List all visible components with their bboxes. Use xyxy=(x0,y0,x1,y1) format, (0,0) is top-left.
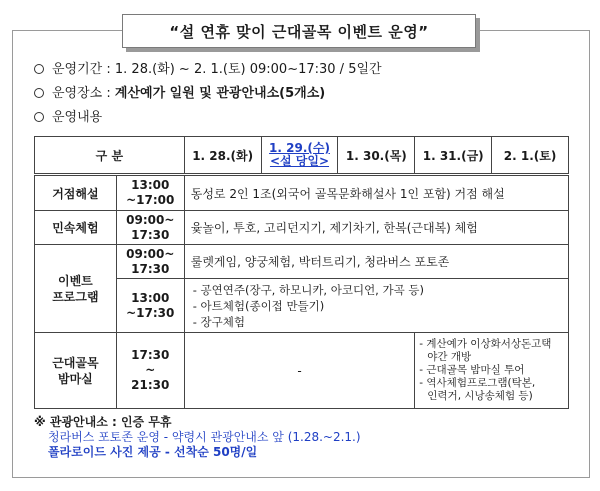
list-item: - 장구체험 xyxy=(192,314,245,329)
header-category: 구 분 xyxy=(35,137,185,175)
list-item: - 역사체험프로그램(탁본, xyxy=(419,377,536,389)
time-start: 17:30 xyxy=(131,348,170,362)
list-item: - 아트체험(종이접 만들기) xyxy=(192,298,325,313)
time-end: ~17:00 xyxy=(126,193,175,207)
info-value: 계산예가 일원 및 관광안내소(5개소) xyxy=(114,86,326,101)
row-name: 거점해설 xyxy=(35,175,117,211)
header-day-label: 1. 29.(수) xyxy=(269,141,330,155)
list-item: - 계산예가 이상화서상돈고택 xyxy=(419,338,552,350)
circle-bullet-icon xyxy=(34,88,44,98)
note-line: 폴라로이드 사진 제공 - 선착순 50명/일 xyxy=(48,445,258,459)
info-label: 운영장소 xyxy=(52,86,103,101)
header-day-holiday xyxy=(261,137,338,175)
table-row xyxy=(35,175,569,211)
circle-bullet-icon xyxy=(34,64,44,74)
table-header-row xyxy=(35,137,569,175)
row-content: 동성로 2인 1조(외국어 골목문화해설사 1인 포함) 거점 해설 xyxy=(184,175,568,211)
row-time xyxy=(116,211,184,245)
row-name-line2: 프로그램 xyxy=(52,289,99,304)
row-name xyxy=(35,333,117,409)
header-day: 1. 28.(화) xyxy=(184,137,261,175)
circle-bullet-icon xyxy=(34,112,44,122)
info-place xyxy=(34,82,325,101)
list-item: 야간 개방 xyxy=(427,351,472,363)
info-label: 운영기간 xyxy=(52,62,103,77)
info-value: 1. 28.(화) ~ 2. 1.(토) 09:00~17:30 / 5일간 xyxy=(114,62,382,77)
row-name-line2: 밤마실 xyxy=(58,371,93,386)
row-time xyxy=(116,333,184,409)
row-time xyxy=(116,245,184,279)
row-time xyxy=(116,175,184,211)
row-content: 윷놀이, 투호, 고리던지기, 제기차기, 한복(근대복) 체험 xyxy=(184,211,568,245)
row-name xyxy=(35,245,117,333)
title-box xyxy=(122,14,476,48)
row-name-line1: 근대골목 xyxy=(52,355,99,370)
header-day: 2. 1.(토) xyxy=(492,137,569,175)
time-end: 17:30 xyxy=(131,227,170,242)
row-content: 룰렛게임, 양궁체험, 박터트리기, 청라버스 포토존 xyxy=(184,245,568,279)
time-end: 17:30 xyxy=(131,261,170,276)
row-name-line1: 이벤트 xyxy=(58,273,93,288)
schedule-table xyxy=(34,136,569,409)
time-start: 09:00~ xyxy=(126,246,175,261)
header-day: 1. 30.(목) xyxy=(338,137,415,175)
list-item: - 공연연주(장구, 하모니카, 아코디언, 가곡 등) xyxy=(192,282,424,297)
info-period xyxy=(34,58,382,77)
time-sep: ~ xyxy=(145,363,156,377)
row-time xyxy=(116,279,184,333)
row-content-list xyxy=(184,279,568,333)
info-sep: : xyxy=(102,62,115,77)
time-end: 21:30 xyxy=(131,378,170,392)
list-item: - 근대골목 밤마실 투어 xyxy=(419,364,525,376)
notes xyxy=(34,415,361,460)
table-row xyxy=(35,333,569,409)
row-name: 민속체험 xyxy=(35,211,117,245)
time-end: ~17:30 xyxy=(126,305,175,320)
list-item: 인력거, 시낭송체험 등) xyxy=(427,390,533,402)
time-start: 09:00~ xyxy=(126,212,175,227)
note-line: ※ 관광안내소 : 인증 무휴 xyxy=(34,415,172,429)
header-day-sub: <설 당일> xyxy=(269,154,330,168)
info-sep: : xyxy=(102,86,115,101)
table-row xyxy=(35,245,569,279)
time-start: 13:00 xyxy=(131,178,170,192)
header-day: 1. 31.(금) xyxy=(415,137,492,175)
time-start: 13:00 xyxy=(131,290,170,305)
row-content-list xyxy=(415,333,569,409)
page-title: “설 연휴 맞이 근대골목 이벤트 운영” xyxy=(169,22,429,41)
info-content xyxy=(34,106,102,125)
note-line: 청라버스 포토존 운영 - 약령시 관광안내소 앞 (1.28.~2.1.) xyxy=(48,430,361,444)
row-content-empty: - xyxy=(184,333,415,409)
table-row xyxy=(35,211,569,245)
info-label: 운영내용 xyxy=(52,110,103,125)
